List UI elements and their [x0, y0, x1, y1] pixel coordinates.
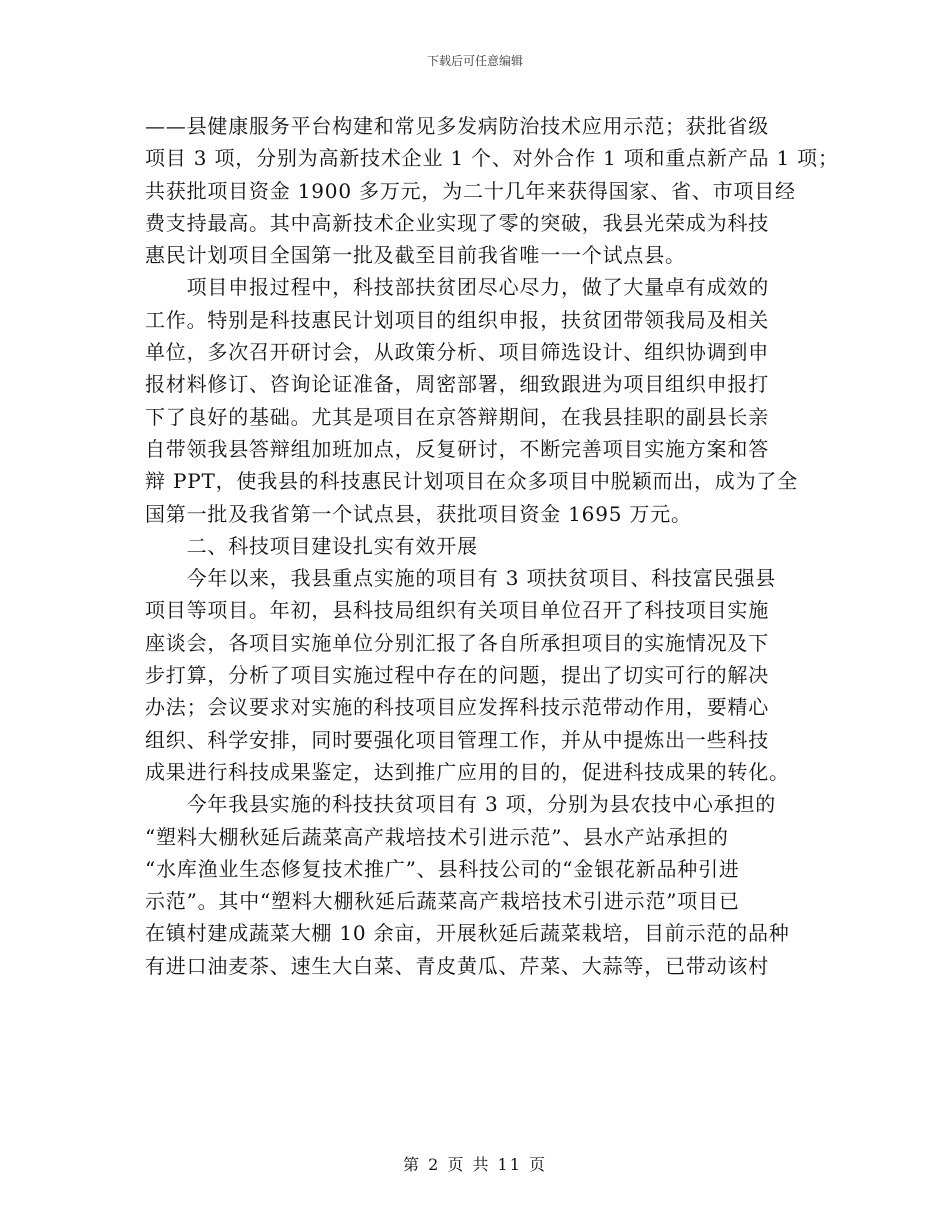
text-line: 工作。特别是科技惠民计划项目的组织申报，扶贫团带领我局及相关	[145, 307, 769, 332]
text-line: 费支持最高。其中高新技术企业实现了零的突破，我县光荣成为科技	[145, 210, 769, 235]
text-line: 组织、科学安排，同时要强化项目管理工作，并从中提炼出一些科技	[145, 727, 769, 752]
text-line: 惠民计划项目全国第一批及截至目前我省唯一一个试点县。	[145, 243, 686, 268]
text-line: 在镇村建成蔬菜大棚 10 余亩，开展秋延后蔬菜栽培，目前示范的品种	[145, 921, 790, 946]
text-line: 项目 3 项，分别为高新技术企业 1 个、对外合作 1 项和重点新产品 1 项；	[145, 146, 839, 171]
section-heading: 二、科技项目建设扎实有效开展	[145, 533, 478, 558]
text-line: 辩 PPT，使我县的科技惠民计划项目在众多项目中脱颖而出，成为了全	[145, 469, 799, 494]
text-line: 今年以来，我县重点实施的项目有 3 项扶贫项目、科技富民强县	[145, 566, 777, 591]
text-line: 项目等项目。年初，县科技局组织有关项目单位召开了科技项目实施	[145, 598, 769, 623]
page-header: 下载后可任意编辑	[426, 54, 523, 68]
text-line: 今年我县实施的科技扶贫项目有 3 项，分别为县农技中心承担的	[145, 792, 777, 817]
text-line: 自带领我县答辩组加班加点，反复研讨，不断完善项目实施方案和答	[145, 436, 769, 461]
text-line: 单位，多次召开研讨会，从政策分析、项目筛选设计、组织协调到申	[145, 340, 769, 365]
text-line: 国第一批及我省第一个试点县，获批项目资金 1695 万元。	[145, 501, 692, 526]
text-line: 报材料修订、咨询论证准备，周密部署，细致跟进为项目组织申报打	[145, 372, 769, 397]
text-line: 示范”。其中“塑料大棚秋延后蔬菜高产栽培技术引进示范”项目已	[145, 889, 740, 914]
text-line: 有进口油麦茶、速生大白菜、青皮黄瓜、芹菜、大蒜等，已带动该村	[145, 953, 769, 978]
text-line: “水库渔业生态修复技术推广”、县科技公司的“金银花新品种引进	[145, 856, 740, 881]
page-footer: 第 2 页 共 11 页	[403, 1155, 547, 1174]
text-line: 成果进行科技成果鉴定，达到推广应用的目的，促进科技成果的转化。	[145, 759, 790, 784]
text-line: 办法；会议要求对实施的科技项目应发挥科技示范带动作用，要精心	[145, 695, 769, 720]
text-line: ——县健康服务平台构建和常见多发病防治技术应用示范；获批省级	[145, 114, 769, 138]
text-line: 共获批项目资金 1900 多万元，为二十几年来获得国家、省、市项目经	[145, 178, 796, 203]
text-line: 步打算，分析了项目实施过程中存在的问题，提出了切实可行的解决	[145, 663, 769, 688]
text-line: 座谈会，各项目实施单位分别汇报了各自所承担项目的实施情况及下	[145, 630, 769, 655]
body-text	[145, 110, 839, 982]
text-line: 项目申报过程中，科技部扶贫团尽心尽力，做了大量卓有成效的	[145, 275, 769, 300]
text-line: 下了良好的基础。尤其是项目在京答辩期间，在我县挂职的副县长亲	[145, 404, 769, 429]
text-line: “塑料大棚秋延后蔬菜高产栽培技术引进示范”、县水产站承担的	[145, 824, 729, 849]
